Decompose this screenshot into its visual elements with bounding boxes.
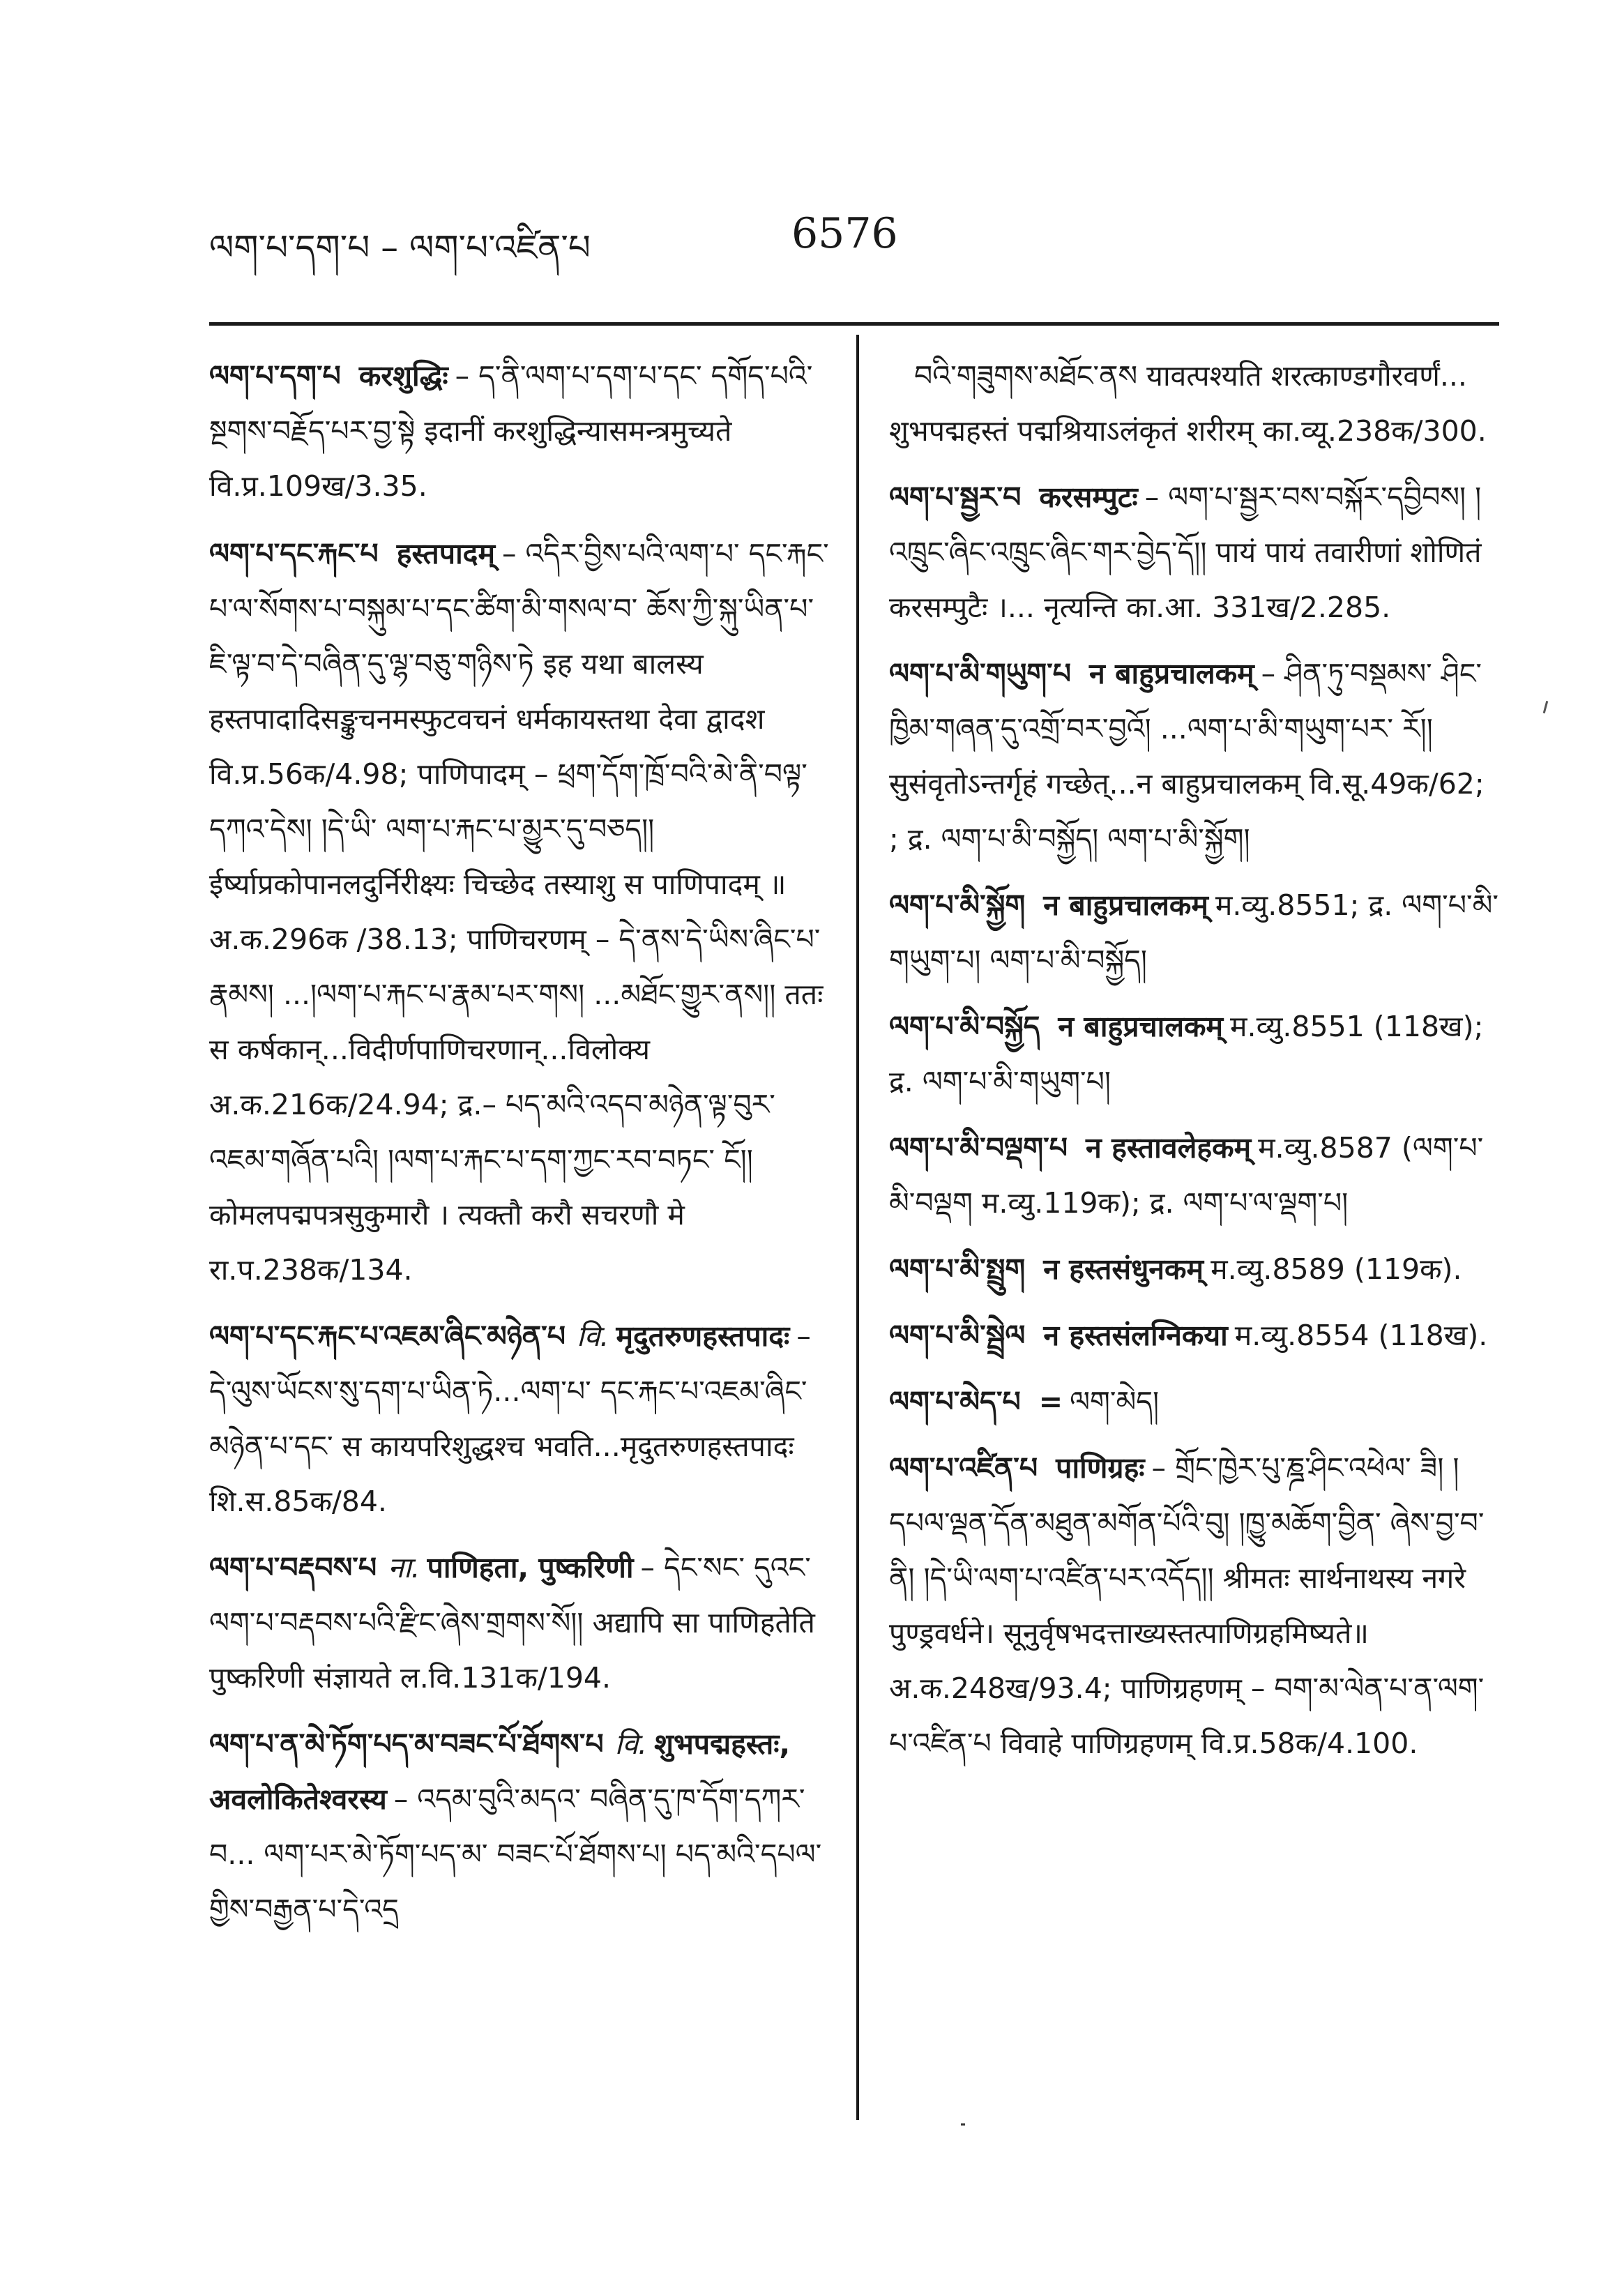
entry-body: म.व्यु.8589 (119क). (1211, 1252, 1462, 1286)
entry-body: བའི་གཟུགས་མཐོང་ནས यावत्पश्यति शरत्काण्डगौरवर्णं... शुभपद्महस्तं पद्मश्रियाऽलंकृतं शरीरम् का.व्यू.238क/300. (889, 359, 1487, 448)
column-divider (856, 335, 859, 2120)
entry-gloss: करसम्पुटः (1039, 480, 1138, 514)
entry-gloss: पाणिहता, पुष्करिणी (427, 1551, 634, 1584)
dictionary-entry (188, 349, 833, 514)
entry-gloss: शुभपद्महस्तः, अवलोकितेश्वरस्य (209, 1727, 791, 1816)
entry-body: म.व्यु.8587 (ལག་པ་མི་བལྡག म.व्यु.119क); द्र. ལག་པ་ལ་ལྡག་པ། (889, 1131, 1484, 1220)
entry-headword: ལག་པ་འཛིན་པ (889, 1451, 1038, 1485)
entry-headword: ལག་པ་མེད་པ (889, 1385, 1021, 1418)
header-rule (209, 322, 1499, 326)
header-range: ལག་པ་དག་པ – ལག་པ་འཛིན་པ (209, 227, 591, 268)
entry-headword: ལག་པ་མི་བསྐྱོད (889, 1010, 1040, 1043)
entry-headword: ལག་པ་མི་བལྡག་པ (889, 1131, 1068, 1165)
dictionary-entry-continued (868, 349, 1499, 459)
entry-gloss: मृदुतरुणहस्तपादः (616, 1319, 790, 1353)
entry-body: – འདིར་བྱིས་པའི་ལག་པ་ དང་རྐང་པ་ལ་སོགས་པ་བསྐུམ་པ་དང་ཚིག་མི་གསལ་བ་ ཆོས་ཀྱི་སྐུ་ཡིན་པ་ཇི་ལྟ་བ་དེ་བཞིན་དུ་ལྷ་བཅུ་གཉིས་ཏེ इह यथा बालस्य हस्तपादादिसङ्कुचनमस्फुटवचनं धर्मकायस्तथा देवा द्वादश वि.प्र.56क/4.98; पाणिपादम् – ཕྲག་དོག་ཁྲོ་བའི་མེ་ནི་བལྟ་དཀའ་དེས། །དེ་ཡི་ ལག་པ་རྐང་པ་མྱུར་དུ་བཅད།། ईर्ष्याप्रकोपानलदुर्निरीक्ष्यः चिच्छेद तस्याशु स पाणिपादम् ॥ अ.क.296क /38.13; पाणिचरणम् – དེ་ནས་དེ་ཡིས་ཞིང་པ་རྣམས། ...།ལག་པ་རྐང་པ་རྣམ་པར་གས། ...མཐོང་གྱུར་ནས།། ततः स कर्षकान्...विदीर्णपाणिचरणान्...विलोक्य अ.क.216क/24.94; द्र.– པད་མའི་འདབ་མཉེན་ལྟ་བུར་ འཇམ་གཞོན་པའི། །ལག་པ་རྐང་པ་དག་ཀྱང་རབ་བཏང་ ངོ།། कोमलपद्मपत्रसुकुमारौ । त्यक्तौ करौ सचरणौ मे रा.प.238क/134. (209, 537, 829, 1287)
entry-body: ལག་མེད། (1070, 1385, 1160, 1418)
entry-headword: ལག་པ་མི་སྦྲེལ (889, 1319, 1026, 1352)
entry-gloss: पाणिग्रहः (1056, 1451, 1145, 1485)
dictionary-entry (868, 1441, 1499, 1771)
entry-body: – དེང་སང་ དུའང་ལག་པ་བརྡབས་པའི་རྫིང་ཞེས་གྲགས་སོ།། अद्यापि सा पाणिहतेति पुष्करिणी संज्ञायते ल.वि.131क/194. (209, 1551, 815, 1695)
entry-gloss: न हस्तसंलग्निकया (1043, 1319, 1228, 1352)
dictionary-entry (188, 1717, 833, 1937)
entry-label: वि. (576, 1319, 609, 1353)
dictionary-entry (868, 646, 1499, 867)
dictionary-entry (188, 526, 833, 1298)
entry-headword: ལག་པ་དང་རྐང་པ (209, 537, 379, 570)
entry-headword: ལག་པ་མི་གཡུག་པ (889, 657, 1072, 690)
dictionary-entry (868, 999, 1499, 1109)
entry-headword: ལག་པ་མི་སྤྲུག (889, 1252, 1026, 1286)
entry-gloss: = (1038, 1385, 1063, 1418)
dictionary-entry (188, 1309, 833, 1529)
entry-body: – ལག་པ་སྦྱར་བས་བསྐོར་དབྱིབས། །འཁྲུང་ཞིང་འཁྲུང་ཞིང་གར་བྱེད་དོ།། पायं पायं तवारीणां शोणितं करसम्पुटैः ।... नृत्यन्ति का.आ. 331ख/2.285. (889, 480, 1482, 624)
stray-dot (961, 2123, 965, 2126)
margin-mark (1543, 701, 1549, 713)
entry-headword: ལག་པ་མི་སྐྱོག (889, 888, 1026, 922)
entry-label: ना. (388, 1551, 420, 1584)
entry-gloss: न हस्तावलेहकम् (1086, 1131, 1252, 1165)
dictionary-entry (868, 1374, 1499, 1430)
entry-gloss: न हस्तसंधुनकम् (1043, 1252, 1204, 1286)
dictionary-entry (868, 878, 1499, 988)
entry-label: वि. (614, 1727, 648, 1761)
dictionary-entry (868, 1242, 1499, 1297)
dictionary-entry (868, 1308, 1499, 1363)
dictionary-entry (188, 1540, 833, 1706)
page-number: 6576 (791, 209, 898, 258)
entry-body: म.व्यु.8554 (118ख). (1234, 1319, 1488, 1352)
entry-headword: ལག་པ་དང་རྐང་པ་འཇམ་ཞིང་མཉེན་པ (209, 1319, 566, 1353)
entry-gloss: हस्तपादम् (396, 537, 495, 570)
entry-body: म.व्यु.8551; द्र. ལག་པ་མི་གཡུག་པ། ལག་པ་མི་བསྐྱོད། (889, 888, 1498, 977)
entry-body: – དེ་ལུས་ཡོངས་སུ་དག་པ་ཡིན་ཏེ...ལག་པ་ དང་རྐང་པ་འཇམ་ཞིང་མཉེན་པ་དང་ स कायपरिशुद्धश्च भवति...मृदुतरुणहस्तपादः शि.स.85क/84. (209, 1319, 811, 1518)
entry-headword: ལག་པ་ན་མེ་ཏོག་པད་མ་བཟང་པོ་ཐོགས་པ (209, 1727, 604, 1761)
entry-gloss: करशुद्धिः (358, 359, 448, 393)
entry-body: – འདམ་བུའི་མདའ་ བཞིན་དུ་ཁ་དོག་དཀར་བ... ལག་པར་མེ་ཏོག་པད་མ་ བཟང་པོ་ཐོགས་པ། པད་མའི་དཔལ་གྱིས་བརྒྱན་པ་དེ་འདྲ (209, 1782, 822, 1926)
entry-gloss: न बाहुप्रचालकम् (1089, 657, 1254, 690)
entry-gloss: न बाहुप्रचालकम् (1043, 888, 1208, 922)
entry-body: – ཤིན་ཏུ་བསྡམས་ ཤིང་ཁྱིམ་གཞན་དུ་འགྲོ་བར་བྱའོ། ...ལག་པ་མི་གཡུག་པར་ རོ།། सुसंवृतोऽन्तर्गृहं गच्छेत्...न बाहुप्रचालकम् वि.सू.49क/62; ; द्र. ལག་པ་མི་བསྐྱོད། ལག་པ་མི་སྐྱོག། (889, 657, 1485, 856)
left-column (188, 349, 833, 1948)
right-column (868, 349, 1499, 1782)
entry-body: – གྲོང་ཁྱེར་པུ་ཎྜ་ཤིང་འཕེལ་ ཟི། །དཔལ་ལྡན་དོན་མཐུན་མགོན་པོའི་བུ། །ཁྱུ་མཆོག་བྱིན་ ཞེས་བྱ་བ་ནི། །དེ་ཡི་ལག་པ་འཛིན་པར་འདོད།། श्रीमतः सार्थनाथस्य नगरे पुण्ड्रवर्धने। सूनुर्वृषभदत्ताख्यस्तत्पाणिग्रहमिष्यते॥ अ.क.248ख/93.4; पाणिग्रहणम् – བག་མ་ལེན་པ་ན་ལག་པ་འཛིན་པ विवाहे पाणिग्रहणम् वि.प्र.58क/4.100. (889, 1451, 1485, 1760)
entry-headword: ལག་པ་བརྡབས་པ (209, 1551, 377, 1584)
entry-headword: ལག་པ་དག་པ (209, 359, 341, 393)
entry-headword: ལག་པ་སྦྱར་བ (889, 480, 1022, 514)
entry-body: – ད་ནི་ལག་པ་དག་པ་དང་ དགོད་པའི་སྔགས་བརྗོད་པར་བྱ་སྟེ इदानीं करशुद्धिन्यासमन्त्रमुच्यते वि.प्र.109ख/3.35. (209, 359, 813, 503)
dictionary-entry (868, 1121, 1499, 1231)
dictionary-entry (868, 470, 1499, 635)
entry-gloss: न बाहुप्रचालकम् (1058, 1010, 1224, 1043)
entry-body: म.व्यु.8551 (118ख); द्र. ལག་པ་མི་གཡུག་པ། (889, 1010, 1484, 1098)
